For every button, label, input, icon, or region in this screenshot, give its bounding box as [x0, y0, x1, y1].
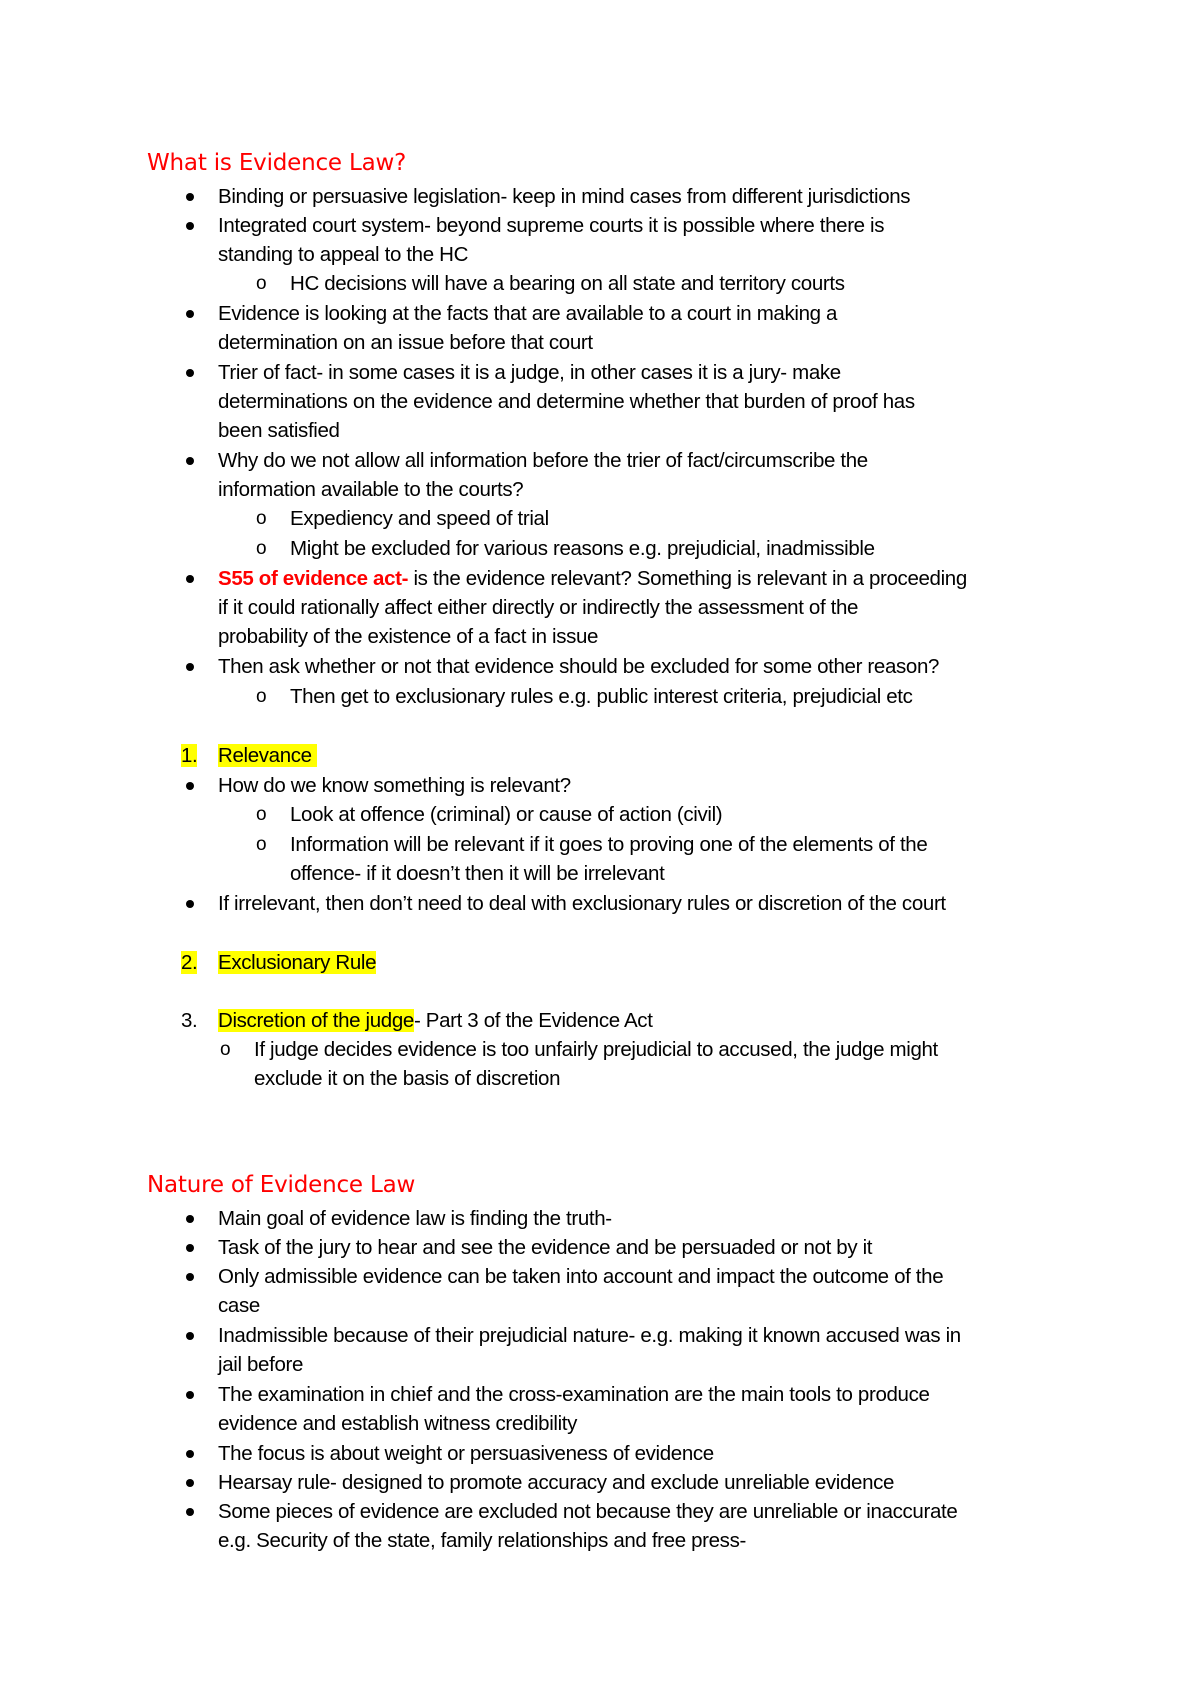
numbered-item-1: [181, 744, 197, 768]
bullet-icon: [186, 310, 194, 318]
s55-reference: S55 of evidence act-: [218, 567, 409, 590]
bullet-icon: [186, 663, 194, 671]
bullet-text: Why do we not allow all information before the trier of fact/circumscribe the: [218, 449, 868, 472]
sub-bullet-text: HC decisions will have a bearing on all state and territory courts: [290, 272, 845, 295]
bullet-text: [218, 567, 967, 591]
numbered-heading-exclusionary-rule: Exclusionary Rule: [218, 951, 377, 974]
bullet-text: If irrelevant, then don’t need to deal with exclusionary rules or discretion of the court: [218, 892, 946, 915]
bullet-icon: [186, 900, 194, 908]
bullet-text: Task of the jury to hear and see the evidence and be persuaded or not by it: [218, 1236, 873, 1259]
numbered-item-2: [181, 951, 197, 975]
bullet-text: Integrated court system- beyond supreme courts it is possible where there is: [218, 214, 885, 237]
bullet-text: Evidence is looking at the facts that are available to a court in making a: [218, 302, 838, 325]
bullet-icon: [186, 457, 194, 465]
bullet-icon: [186, 1450, 194, 1458]
sub-bullet-text: Look at offence (criminal) or cause of action (civil): [290, 803, 723, 826]
number-label: 1.: [181, 744, 198, 767]
bullet-text: How do we know something is relevant?: [218, 774, 571, 797]
bullet-icon: [186, 1244, 194, 1252]
bullet-text-continued: case: [218, 1294, 260, 1317]
sub-bullet-icon: o: [256, 804, 267, 825]
bullet-icon: [186, 1479, 194, 1487]
sub-bullet-text: Expediency and speed of trial: [290, 507, 549, 530]
bullet-text: Trier of fact- in some cases it is a judge, in other cases it is a jury- make: [218, 361, 841, 384]
bullet-text: The focus is about weight or persuasiveness of evidence: [218, 1442, 714, 1465]
bullet-icon: [186, 193, 194, 201]
sub-bullet-text-continued: exclude it on the basis of discretion: [254, 1067, 561, 1090]
bullet-text-continued: probability of the existence of a fact in issue: [218, 625, 599, 648]
bullet-icon: [186, 1332, 194, 1340]
sub-bullet-icon: o: [220, 1039, 231, 1060]
bullet-text-continued: e.g. Security of the state, family relationships and free press-: [218, 1529, 746, 1552]
sub-bullet-text: If judge decides evidence is too unfairly prejudicial to accused, the judge might: [254, 1038, 938, 1061]
sub-bullet-text: Then get to exclusionary rules e.g. public interest criteria, prejudicial etc: [290, 685, 913, 708]
bullet-icon: [186, 575, 194, 583]
bullet-icon: [186, 782, 194, 790]
bullet-text: The examination in chief and the cross-examination are the main tools to produce: [218, 1383, 930, 1406]
sub-bullet-icon: o: [256, 834, 267, 855]
number-label: 2.: [181, 951, 198, 974]
bullet-text: Only admissible evidence can be taken into account and impact the outcome of the: [218, 1265, 944, 1288]
sub-bullet-text-continued: offence- if it doesn’t then it will be irrelevant: [290, 862, 665, 885]
sub-bullet-icon: o: [256, 273, 267, 294]
bullet-text-continued: jail before: [218, 1353, 304, 1376]
bullet-text-continued: been satisfied: [218, 419, 340, 442]
bullet-text: Some pieces of evidence are excluded not because they are unreliable or inaccurate: [218, 1500, 958, 1523]
bullet-text-continued: if it could rationally affect either directly or indirectly the assessment of the: [218, 596, 859, 619]
bullet-text: Main goal of evidence law is finding the truth-: [218, 1207, 612, 1230]
sub-bullet-icon: o: [256, 686, 267, 707]
bullet-text-continued: evidence and establish witness credibility: [218, 1412, 578, 1435]
bullet-text: Inadmissible because of their prejudicial nature- e.g. making it known accused was in: [218, 1324, 961, 1347]
bullet-text: Binding or persuasive legislation- keep in mind cases from different jurisdictions: [218, 185, 911, 208]
bullet-text-continued: information available to the courts?: [218, 478, 524, 501]
bullet-text-rest: is the evidence relevant? Something is relevant in a proceeding: [408, 567, 967, 590]
bullet-icon: [186, 369, 194, 377]
bullet-icon: [186, 1391, 194, 1399]
numbered-heading-discretion: Discretion of the judge- Part 3 of the Evidence Act: [218, 1009, 653, 1032]
bullet-text-continued: standing to appeal to the HC: [218, 243, 469, 266]
bullet-icon: [186, 222, 194, 230]
bullet-text-continued: determination on an issue before that court: [218, 331, 593, 354]
bullet-text: Then ask whether or not that evidence should be excluded for some other reason?: [218, 655, 940, 678]
sub-bullet-icon: o: [256, 538, 267, 559]
sub-bullet-text: Information will be relevant if it goes to proving one of the elements of the: [290, 833, 928, 856]
bullet-icon: [186, 1215, 194, 1223]
bullet-icon: [186, 1508, 194, 1516]
numbered-item-3: 3.: [181, 1009, 198, 1032]
sub-bullet-text: Might be excluded for various reasons e.g. prejudicial, inadmissible: [290, 537, 875, 560]
bullet-text: Hearsay rule- designed to promote accuracy and exclude unreliable evidence: [218, 1471, 895, 1494]
sub-bullet-icon: o: [256, 508, 267, 529]
numbered-heading-relevance: Relevance: [218, 744, 317, 768]
section-heading-nature-of-evidence-law: Nature of Evidence Law: [147, 1172, 416, 1198]
bullet-icon: [186, 1273, 194, 1281]
bullet-text-continued: determinations on the evidence and determine whether that burden of proof has: [218, 390, 915, 413]
section-heading-what-is-evidence-law: What is Evidence Law?: [147, 150, 407, 176]
